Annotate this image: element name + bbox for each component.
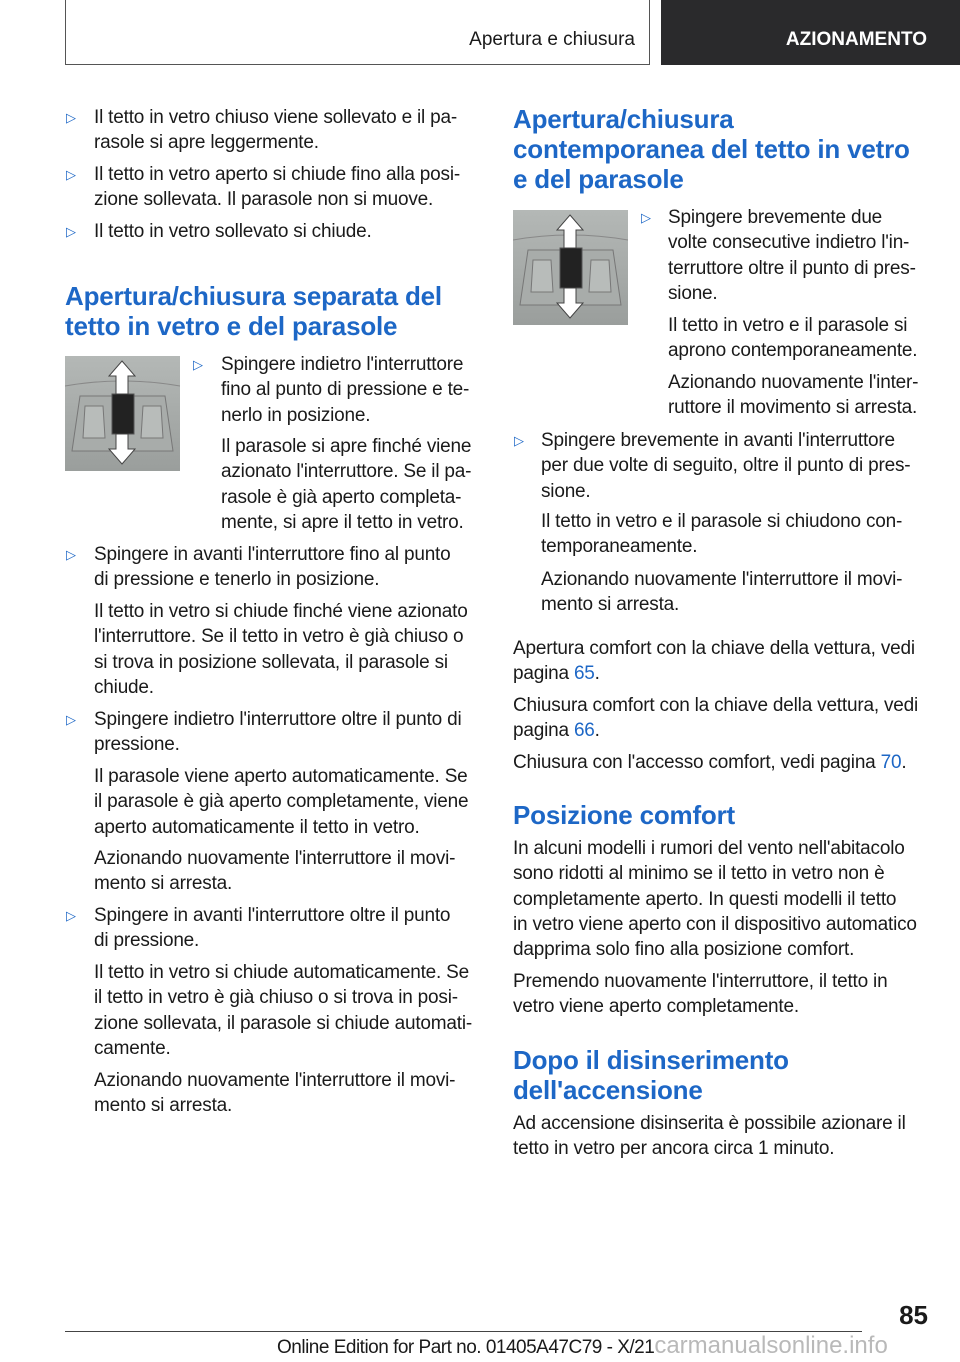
watermark: carmanualsonline.info <box>654 1332 888 1359</box>
section-heading: Apertura/chiusura contemporanea del tetto in vetro e del parasole <box>513 104 910 194</box>
bullet-icon: ▷ <box>66 224 76 239</box>
paragraph: Il parasole si apre finché viene azionato l'interruttore. Se il pa- rasole è già aperto completa- mente, si apre il tetto in vetro. <box>221 436 472 533</box>
page-link[interactable]: 70 <box>880 752 902 773</box>
paragraph: Ad accensione disinserita è possibile azionare il tetto in vetro per ancora circa 1 minuto. <box>513 1113 906 1160</box>
switch-illustration-image <box>65 356 180 471</box>
bullet-icon: ▷ <box>66 167 76 182</box>
footer-edition: Online Edition for Part no. 01405A47C79 - X/21carmanualsonline.info <box>277 1332 888 1359</box>
list-item: Spingere brevemente due volte consecutive indietro l'in- terruttore oltre il punto di pres- sione. <box>668 207 916 304</box>
list-item: Il tetto in vetro sollevato si chiude. <box>94 221 372 242</box>
paragraph: In alcuni modelli i rumori del vento nell'abitacolo sono ridotti al minimo se il tetto in vetro non è completamente aperto. In questi modelli il tetto in vetro viene aperto con il dispositivo automatico dapprima solo fino alla posizione comfort. <box>513 838 917 961</box>
bullet-icon: ▷ <box>514 433 524 448</box>
bullet-icon: ▷ <box>641 210 651 225</box>
paragraph: Azionando nuovamente l'inter- ruttore il movimento si arresta. <box>668 372 919 419</box>
cross-reference: Chiusura comfort con la chiave della vettura, vedi pagina 66. <box>513 695 919 742</box>
paragraph: Azionando nuovamente l'interruttore il movi- mento si arresta. <box>94 1070 456 1117</box>
paragraph: Il tetto in vetro si chiude automaticamente. Se il tetto in vetro è già chiuso o si trova in posi- zione sollevata, il parasole si chiude automati- camente. <box>94 962 472 1059</box>
cross-reference: Chiusura con l'accesso comfort, vedi pagina 70. <box>513 752 907 773</box>
paragraph: Il parasole viene aperto automaticamente. Se il parasole è già aperto completamente, viene aperto automaticamente il tetto in vetro. <box>94 766 469 838</box>
paragraph: Il tetto in vetro e il parasole si chiudono con- temporaneamente. <box>541 511 903 558</box>
paragraph: Premendo nuovamente l'interruttore, il tetto in vetro viene aperto completamente. <box>513 971 888 1018</box>
paragraph: Azionando nuovamente l'interruttore il movi- mento si arresta. <box>541 569 903 616</box>
cross-reference: Apertura comfort con la chiave della vettura, vedi pagina 65. <box>513 638 915 685</box>
bullet-icon: ▷ <box>193 357 203 372</box>
paragraph: Azionando nuovamente l'interruttore il movi- mento si arresta. <box>94 848 456 895</box>
page-number: 85 <box>899 1300 928 1330</box>
page-link[interactable]: 65 <box>573 663 595 685</box>
section-heading: Posizione comfort <box>513 800 735 830</box>
bullet-icon: ▷ <box>66 712 76 727</box>
list-item: Il tetto in vetro chiuso viene sollevato e il pa- rasole si apre leggermente. <box>94 107 458 154</box>
list-item: Il tetto in vetro aperto si chiude fino alla posi- zione sollevata. Il parasole non si muove. <box>94 164 460 211</box>
paragraph: Il tetto in vetro e il parasole si aprono contemporaneamente. <box>668 315 918 362</box>
paragraph: Il tetto in vetro si chiude finché viene azionato l'interruttore. Se il tetto in vetro è già chiuso o si trova in posizione sollevata, il parasole si chiude. <box>94 601 468 698</box>
list-item: Spingere brevemente in avanti l'interruttore per due volte di seguito, oltre il punto di pres- sione. <box>541 430 911 502</box>
bullet-icon: ▷ <box>66 908 76 923</box>
section-title: Apertura e chiusura <box>469 29 635 50</box>
page-link[interactable]: 66 <box>573 720 595 742</box>
list-item: Spingere indietro l'interruttore oltre il punto di pressione. <box>94 709 462 756</box>
section-heading: Apertura/chiusura separata del tetto in vetro e del parasole <box>65 281 442 341</box>
list-item: Spingere in avanti l'interruttore oltre il punto di pressione. <box>94 905 451 952</box>
section-heading: Dopo il disinserimento dell'accensione <box>513 1045 789 1105</box>
list-item: Spingere indietro l'interruttore fino al punto di pressione e te- nerlo in posizione. <box>221 354 470 426</box>
bullet-icon: ▷ <box>66 110 76 125</box>
bullet-icon: ▷ <box>66 547 76 562</box>
list-item: Spingere in avanti l'interruttore fino al punto di pressione e tenerlo in posizione. <box>94 544 451 591</box>
chapter-title: AZIONAMENTO <box>785 29 927 50</box>
switch-illustration-image <box>513 210 628 325</box>
